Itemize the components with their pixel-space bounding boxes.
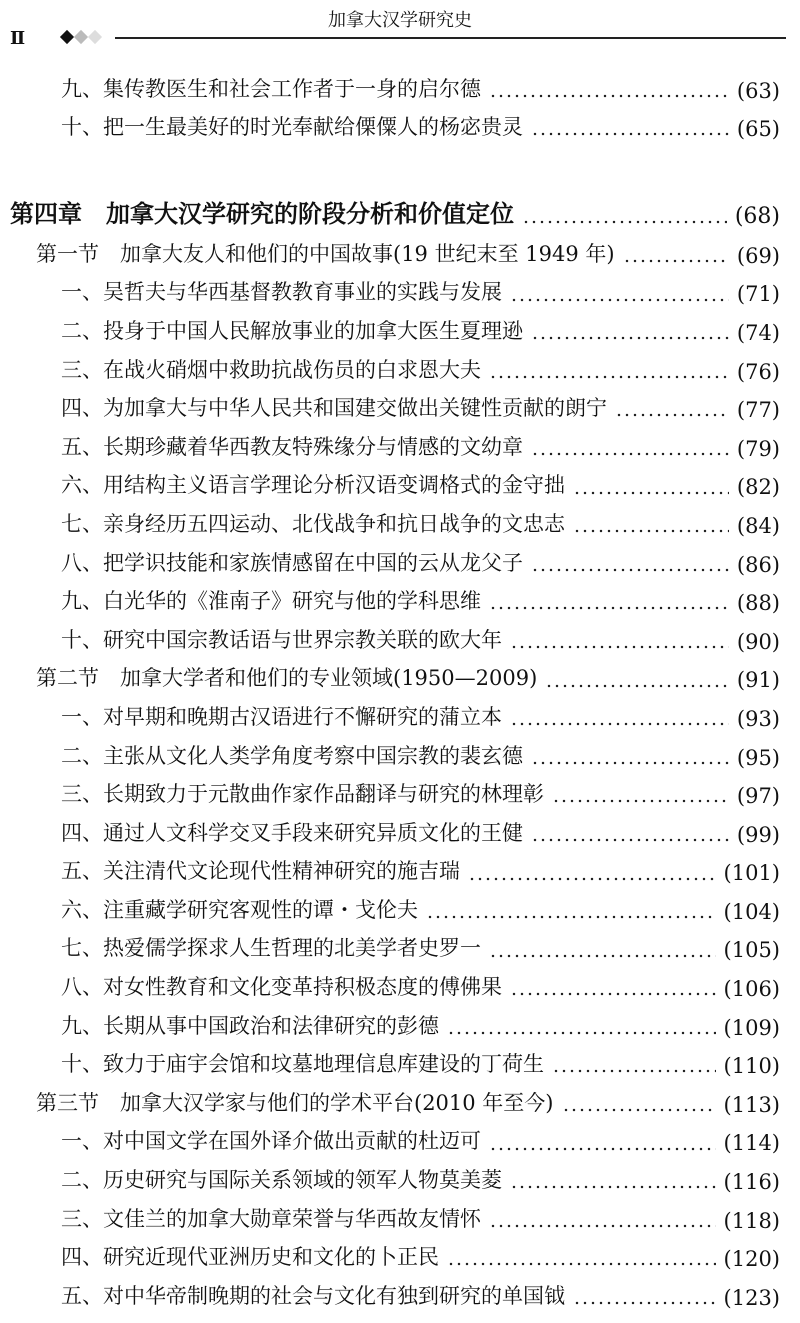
dot-leader — [510, 710, 729, 731]
toc-entry-title: 三、长期致力于元散曲作家作品翻译与研究的林理彰 — [61, 782, 544, 807]
toc-entry-page: (79) — [736, 436, 780, 461]
toc-entry-page: (91) — [736, 668, 780, 693]
toc-entry-page: (95) — [736, 745, 780, 770]
toc-item — [0, 103, 800, 142]
toc-item — [0, 422, 800, 461]
toc-item — [0, 64, 800, 103]
toc-entry-page: (105) — [723, 938, 780, 963]
toc-entry-page: (71) — [736, 282, 780, 307]
dot-leader — [468, 864, 716, 885]
dot-leader — [489, 82, 729, 103]
toc-section — [0, 654, 800, 693]
toc-entry-page: (118) — [723, 1208, 780, 1233]
toc-entry-page: (63) — [736, 78, 780, 103]
toc-entry-page: (68) — [734, 204, 780, 230]
toc-entry-title: 五、对中华帝制晚期的社会与文化有独到研究的单国钺 — [61, 1283, 565, 1308]
toc-entry-title: 十、致力于庙宇会馆和坟墓地理信息库建设的丁荷生 — [61, 1052, 544, 1077]
dot-leader — [531, 440, 729, 461]
toc-entry-title: 五、长期珍藏着华西教友特殊缘分与情感的文幼章 — [61, 434, 523, 459]
toc-entry-title: 九、长期从事中国政治和法律研究的彭德 — [61, 1013, 439, 1038]
dot-leader — [489, 363, 729, 384]
dot-leader — [552, 1057, 716, 1078]
toc-item — [0, 808, 800, 847]
toc-entry-page: (116) — [723, 1170, 780, 1195]
dot-leader — [510, 980, 716, 1001]
toc-entry-title: 五、关注清代文论现代性精神研究的施吉瑞 — [61, 859, 460, 884]
toc-entry-title: 四、通过人文科学交叉手段来研究异质文化的王健 — [61, 820, 523, 845]
toc-entry-title: 八、把学识技能和家族情感留在中国的云从龙父子 — [61, 550, 523, 575]
toc-entry-page: (88) — [736, 591, 780, 616]
toc-entry-title: 四、研究近现代亚洲历史和文化的卜正民 — [61, 1245, 439, 1270]
toc-item — [0, 1194, 800, 1233]
toc-item — [0, 1271, 800, 1310]
toc-item — [0, 615, 800, 654]
toc-entry-page: (113) — [723, 1092, 780, 1117]
dot-leader — [573, 517, 729, 538]
toc-item — [0, 499, 800, 538]
toc-entry-page: (86) — [736, 552, 780, 577]
toc-entry-title: 三、在战火硝烟中救助抗战伤员的白求恩大夫 — [61, 357, 481, 382]
dot-leader — [426, 903, 716, 924]
toc-entry-page: (110) — [723, 1054, 780, 1079]
toc-item — [0, 384, 800, 423]
toc-entry-page: (106) — [723, 977, 780, 1002]
dot-leader — [573, 478, 729, 499]
dot-leader — [531, 749, 729, 770]
toc-entry-title: 二、投身于中国人民解放事业的加拿大医生夏理逊 — [61, 318, 523, 343]
toc-entry-page: (76) — [736, 359, 780, 384]
toc-entry-title: 一、对早期和晚期古汉语进行不懈研究的蒲立本 — [61, 704, 502, 729]
toc-entry-title: 三、文佳兰的加拿大勋章荣誉与华西故友情怀 — [61, 1206, 481, 1231]
toc-item — [0, 770, 800, 809]
dot-leader — [573, 1289, 716, 1310]
dot-leader — [522, 205, 727, 229]
dot-leader — [447, 1019, 716, 1040]
toc-entry-title: 第一节 加拿大友人和他们的中国故事(19 世纪末至 1949 年) — [36, 241, 615, 266]
toc-entry-page: (77) — [736, 398, 780, 423]
toc-entry-page: (84) — [736, 513, 780, 538]
dot-leader — [510, 285, 729, 306]
dot-leader — [489, 941, 716, 962]
toc-entry-title: 六、注重藏学研究客观性的谭・戈伦夫 — [61, 897, 418, 922]
toc-entry-title: 九、白光华的《淮南子》研究与他的学科思维 — [61, 589, 481, 614]
toc-entry-page: (69) — [736, 243, 780, 268]
page-number: Ⅱ — [10, 28, 26, 48]
toc-item — [0, 885, 800, 924]
dot-leader — [531, 120, 729, 141]
toc-entry-page: (104) — [723, 899, 780, 924]
toc-entry-title: 二、主张从文化人类学角度考察中国宗教的裴玄德 — [61, 743, 523, 768]
toc-entry-title: 六、用结构主义语言学理论分析汉语变调格式的金守拙 — [61, 473, 565, 498]
toc-item — [0, 268, 800, 307]
toc-item — [0, 306, 800, 345]
toc-item — [0, 461, 800, 500]
dot-leader — [562, 1096, 716, 1117]
toc-item — [0, 731, 800, 770]
toc-entry-title: 第二节 加拿大学者和他们的专业领域(1950—2009) — [36, 666, 538, 691]
dot-leader — [531, 556, 729, 577]
toc-section — [0, 1078, 800, 1117]
toc-entry-title: 十、研究中国宗教话语与世界宗教关联的欧大年 — [61, 627, 502, 652]
dot-leader — [510, 633, 729, 654]
toc-entry-title: 四、为加拿大与中华人民共和国建交做出关键性贡献的朗宁 — [61, 396, 607, 421]
header-rule — [115, 37, 786, 39]
dot-leader — [615, 401, 729, 422]
dot-leader — [545, 671, 729, 692]
toc-entry-title: 九、集传教医生和社会工作者于一身的启尔德 — [61, 76, 481, 101]
toc-section — [0, 229, 800, 268]
dot-leader — [623, 247, 729, 268]
book-title: 加拿大汉学研究史 — [328, 10, 472, 31]
dot-leader — [489, 1212, 716, 1233]
toc-item — [0, 962, 800, 1001]
dot-leader — [552, 787, 729, 808]
toc-entry-title: 二、历史研究与国际关系领域的领军人物莫美菱 — [61, 1168, 502, 1193]
dot-leader — [531, 324, 729, 345]
toc-item — [0, 1040, 800, 1079]
toc-item — [0, 538, 800, 577]
toc-item — [0, 577, 800, 616]
toc-entry-page: (65) — [736, 117, 780, 142]
toc-chapter — [0, 181, 800, 229]
toc-item — [0, 345, 800, 384]
toc-entry-page: (82) — [736, 475, 780, 500]
toc-entry-page: (99) — [736, 822, 780, 847]
toc-item — [0, 1233, 800, 1272]
toc-item — [0, 692, 800, 731]
toc-entry-title: 一、吴哲夫与华西基督教教育事业的实践与发展 — [61, 280, 502, 305]
toc-entry-title: 十、把一生最美好的时光奉献给傈僳人的杨宓贵灵 — [61, 115, 523, 140]
running-header — [0, 0, 800, 46]
toc-entry-page: (114) — [723, 1131, 780, 1156]
dot-leader — [531, 826, 729, 847]
toc-item — [0, 1155, 800, 1194]
toc-entry-title: 一、对中国文学在国外译介做出贡献的杜迈可 — [61, 1129, 481, 1154]
toc-entry-page: (101) — [723, 861, 780, 886]
dot-leader — [447, 1250, 716, 1271]
table-of-contents — [0, 64, 800, 1310]
toc-entry-title: 八、对女性教育和文化变革持积极态度的傅佛果 — [61, 975, 502, 1000]
toc-entry-title: 第三节 加拿大汉学家与他们的学术平台(2010 年至今) — [36, 1090, 554, 1115]
toc-item — [0, 1117, 800, 1156]
toc-item — [0, 1001, 800, 1040]
toc-entry-page: (97) — [736, 784, 780, 809]
dot-leader — [489, 594, 729, 615]
toc-entry-page: (93) — [736, 706, 780, 731]
toc-entry-page: (123) — [723, 1285, 780, 1310]
toc-entry-page: (109) — [723, 1015, 780, 1040]
toc-item — [0, 847, 800, 886]
toc-entry-title: 七、亲身经历五四运动、北伐战争和抗日战争的文忠志 — [61, 511, 565, 536]
toc-entry-page: (90) — [736, 629, 780, 654]
toc-entry-title: 七、热爱儒学探求人生哲理的北美学者史罗一 — [61, 936, 481, 961]
dot-leader — [510, 1173, 716, 1194]
toc-entry-title: 第四章 加拿大汉学研究的阶段分析和价值定位 — [10, 200, 514, 229]
toc-entry-page: (74) — [736, 320, 780, 345]
dot-leader — [489, 1134, 716, 1155]
toc-item — [0, 924, 800, 963]
toc-entry-page: (120) — [723, 1247, 780, 1272]
